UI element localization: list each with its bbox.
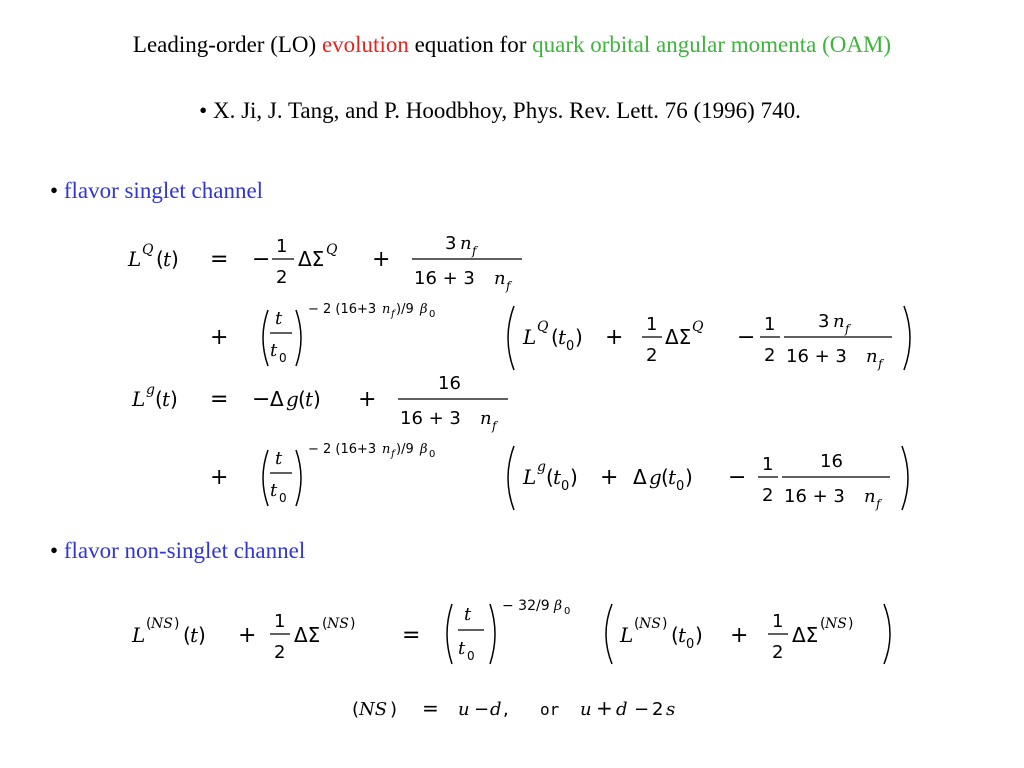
svg-text:NS: NS [327,616,349,632]
svg-text:): ) [390,699,398,720]
svg-text:+: + [238,623,257,648]
svg-text:− 32/9: − 32/9 [502,598,550,614]
svg-text:0: 0 [564,606,571,617]
svg-text:s: s [666,699,676,720]
svg-text:1: 1 [764,314,776,335]
svg-text:− 2 (16+3: − 2 (16+3 [308,302,377,317]
svg-text:L: L [128,247,142,271]
svg-text:t: t [275,448,283,469]
svg-text:t: t [162,387,171,411]
svg-text:0: 0 [676,479,685,494]
svg-text:): ) [695,623,703,647]
svg-text:Q: Q [692,319,704,335]
svg-text:0: 0 [279,491,287,505]
svg-text:1: 1 [646,314,658,335]
singlet-label: flavor singlet channel [63,178,264,203]
svg-text:): ) [662,616,668,632]
bullet-dot: • [50,538,64,563]
reference-citation: • X. Ji, J. Tang, and P. Hoodbhoy, Phys. Rev. Lett. 76 (1996) 740. [199,98,801,123]
svg-text:): ) [575,325,583,349]
svg-text:Q: Q [326,242,338,258]
svg-text:): ) [198,623,206,647]
svg-text:n: n [460,233,472,254]
title-part-3: equation for [408,32,533,57]
svg-text:1: 1 [762,454,774,475]
nonsinglet-label: flavor non-singlet channel [63,538,306,563]
svg-text:L: L [132,387,146,411]
svg-text:(: ( [146,616,152,632]
svg-text:1: 1 [772,611,784,632]
svg-text:f: f [845,322,850,336]
svg-text:(: ( [183,623,191,647]
svg-text:− 2 (16+3: − 2 (16+3 [308,442,377,457]
svg-text:3: 3 [818,311,830,332]
title-part-1: Leading-order (LO) [132,32,322,57]
equation-lg-line2 [210,442,908,511]
bullet-dot: • [50,178,64,203]
svg-text:(: ( [671,623,679,647]
svg-text:u: u [458,699,470,720]
svg-text:3: 3 [445,233,457,254]
svg-text:t: t [163,247,172,271]
equation-lq-line1 [127,233,522,293]
svg-text:): ) [313,387,321,411]
svg-text:): ) [170,387,178,411]
svg-text:g: g [537,459,546,475]
svg-text:g: g [286,387,299,411]
svg-text:Q: Q [142,242,154,258]
svg-text:ΔΣ: ΔΣ [792,623,819,647]
equation-lq-line2 [210,302,910,371]
svg-text:16: 16 [820,451,843,472]
title-evolution: evolution [321,32,409,57]
svg-text:L: L [523,325,537,349]
svg-text:t: t [464,604,472,625]
svg-text:f: f [472,244,477,258]
svg-text:−: − [728,465,747,490]
svg-text:)/9: )/9 [396,442,414,457]
svg-text:−: − [634,699,650,720]
equation-lg-line1 [131,373,508,433]
svg-text:NS: NS [359,699,388,720]
svg-text:n: n [382,302,391,317]
svg-text:t: t [553,465,562,489]
svg-text:n: n [833,311,845,332]
svg-text:ΔΣ: ΔΣ [294,623,321,647]
svg-text:): ) [174,616,180,632]
svg-text:−: − [474,699,490,720]
svg-text:(: ( [820,616,826,632]
svg-text:g: g [649,465,662,489]
svg-text:+: + [600,465,619,490]
svg-text:0: 0 [429,449,436,460]
svg-text:2: 2 [276,267,288,288]
svg-text:+: + [372,247,391,272]
svg-text:16 + 3: 16 + 3 [784,486,845,507]
svg-text:−: − [737,325,756,350]
svg-text:(: ( [155,387,163,411]
svg-text:): ) [848,616,854,632]
svg-text:or: or [540,700,560,719]
svg-text:(: ( [634,616,640,632]
svg-text:L: L [523,465,537,489]
svg-text:2: 2 [772,642,784,663]
svg-text:): ) [685,465,693,489]
svg-text:n: n [382,442,391,457]
svg-text:+: + [210,465,229,490]
equation-nonsinglet [131,598,890,664]
svg-text:(: ( [156,247,164,271]
svg-text:t: t [458,638,466,659]
svg-text:16 + 3: 16 + 3 [414,268,475,289]
svg-text:)/9: )/9 [396,302,414,317]
svg-text:d: d [616,699,628,720]
svg-text:0: 0 [561,479,570,494]
svg-text:f: f [506,279,511,293]
svg-text:0: 0 [686,637,695,652]
svg-text:t: t [678,623,687,647]
svg-text:1: 1 [274,611,286,632]
svg-text:Δ: Δ [633,465,647,489]
svg-text:16: 16 [438,373,461,394]
svg-text:2: 2 [764,345,776,366]
svg-text:t: t [275,308,283,329]
svg-text:u: u [580,699,592,720]
svg-text:f: f [391,309,395,320]
svg-text:=: = [402,623,421,648]
svg-text:+: + [358,387,377,412]
svg-text:n: n [480,408,492,429]
svg-text:(: ( [322,616,328,632]
svg-text:t: t [270,480,278,501]
svg-text:t: t [558,325,567,349]
svg-text:n: n [864,486,876,507]
ns-definition [352,696,675,720]
svg-text:0: 0 [429,309,436,320]
svg-text:=: = [422,696,439,720]
svg-text:β: β [420,442,428,457]
svg-text:+: + [210,325,229,350]
svg-text:0: 0 [467,649,475,663]
svg-text:1: 1 [276,236,288,257]
svg-text:(: ( [551,325,559,349]
svg-text:NS: NS [151,616,173,632]
svg-text:β: β [554,598,563,614]
svg-text:2: 2 [762,485,774,506]
svg-text:ΔΣ: ΔΣ [665,325,692,349]
svg-text:2: 2 [274,642,286,663]
svg-text:t: t [305,387,314,411]
svg-text:f: f [492,419,497,433]
svg-text:,: , [503,699,509,720]
svg-text:f: f [391,449,395,460]
svg-text:Δ: Δ [270,387,284,411]
svg-text:=: = [210,387,229,412]
svg-text:): ) [350,616,356,632]
svg-text:n: n [494,268,506,289]
svg-text:ΔΣ: ΔΣ [298,247,325,271]
svg-text:(: ( [298,387,306,411]
svg-text:16 + 3: 16 + 3 [786,346,847,367]
svg-text:Q: Q [537,319,549,335]
svg-text:(: ( [661,465,669,489]
svg-text:f: f [878,357,883,371]
svg-text:2: 2 [646,345,658,366]
svg-text:d: d [490,699,502,720]
svg-text:NS: NS [639,616,661,632]
svg-text:NS: NS [825,616,847,632]
svg-text:f: f [876,497,881,511]
svg-text:β: β [420,302,428,317]
svg-text:−: − [252,387,271,412]
svg-text:g: g [146,382,155,398]
svg-text:=: = [210,247,229,272]
svg-text:t: t [668,465,677,489]
svg-text:16 + 3: 16 + 3 [400,408,461,429]
svg-text:(: ( [546,465,554,489]
svg-text:): ) [171,247,179,271]
svg-text:t: t [190,623,199,647]
svg-text:L: L [132,623,146,647]
svg-text:2: 2 [652,699,664,720]
svg-text:+: + [596,696,613,720]
svg-text:(: ( [352,699,360,720]
svg-text:0: 0 [566,339,575,354]
svg-text:0: 0 [279,351,287,365]
svg-text:t: t [270,340,278,361]
svg-text:+: + [605,325,624,350]
svg-text:L: L [620,623,634,647]
svg-text:−: − [252,247,271,272]
title-oam: quark orbital angular momenta (OAM) [532,32,892,57]
svg-text:): ) [570,465,578,489]
svg-text:+: + [730,623,749,648]
svg-text:n: n [866,346,878,367]
